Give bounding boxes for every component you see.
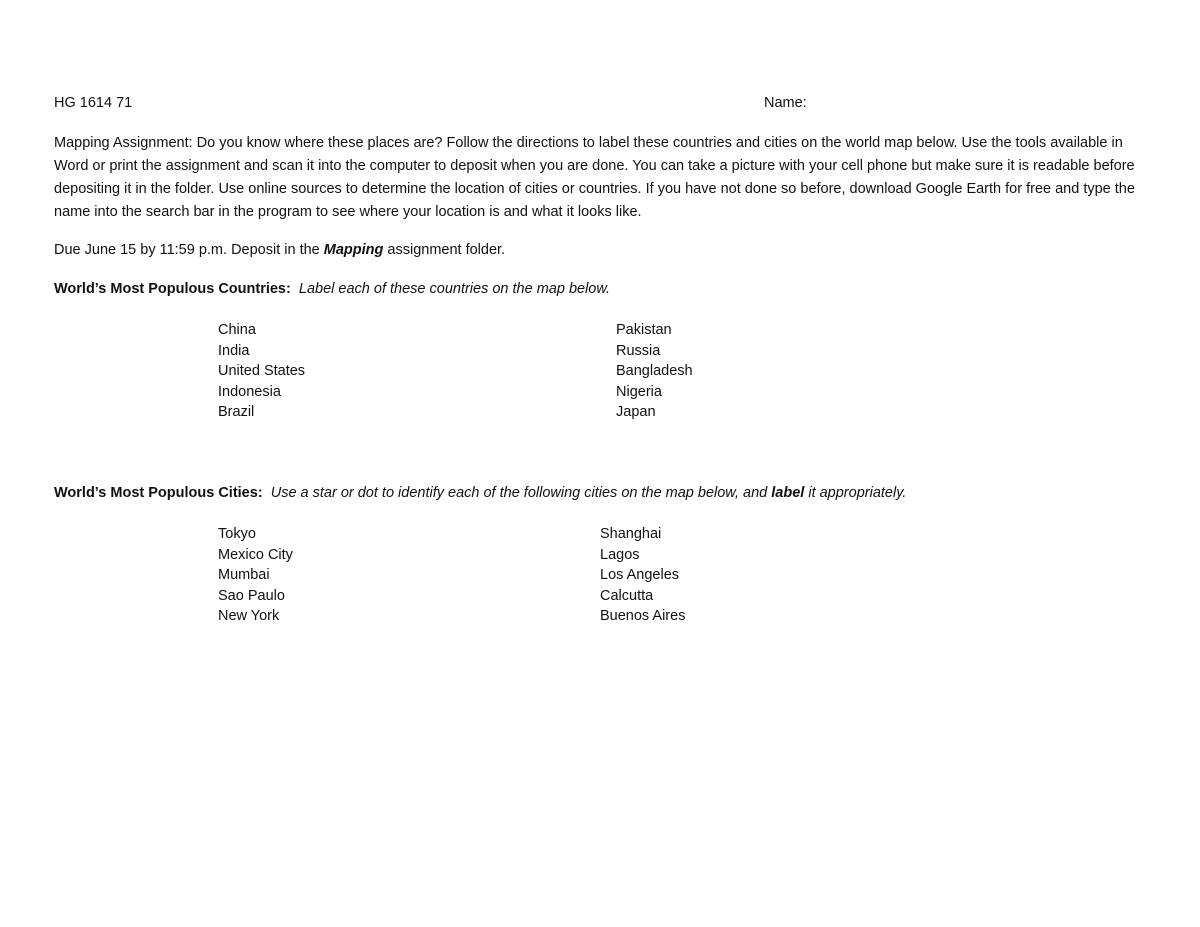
cities-list-right — [600, 524, 685, 627]
list-item: Lagos — [600, 546, 640, 563]
due-date-line — [54, 242, 505, 258]
cities-list-left — [218, 524, 293, 627]
list-item: Indonesia — [218, 383, 281, 400]
list-item: Nigeria — [616, 383, 662, 400]
folder-name: Mapping — [323, 242, 384, 258]
list-item: Russia — [616, 342, 661, 359]
list-item: United States — [218, 363, 306, 380]
cities-instruction-bold: label — [771, 485, 805, 501]
cities-heading — [54, 485, 906, 501]
assignment-instructions: Mapping Assignment: Do you know where these places are? Follow the directions to label these countries and cities on the world map below. Use the tools available in Word or print the assignment and scan it into the computer to deposit when you are done. You can take a picture with your cell phone but make sure it is readable before depositing it in the folder. Use online sources to determine the location of cities or countries. If you have not done so before, download Google Earth for free and type the name into the search bar in the program to see where your location is and what it looks like. — [54, 135, 1135, 220]
due-text: Due June 15 by 11:59 p.m. Deposit in the — [54, 242, 324, 258]
cities-instruction — [271, 485, 907, 501]
list-item: Sao Paulo — [218, 587, 285, 604]
list-item: Mexico City — [218, 546, 293, 563]
list-item: New York — [218, 608, 280, 625]
list-item: Japan — [616, 404, 656, 421]
cities-instruction-end: it appropriately. — [804, 485, 907, 501]
course-code: HG 1614 71 — [54, 95, 133, 111]
countries-title: World’s Most Populous Countries: — [54, 281, 291, 297]
list-item: Buenos Aires — [600, 608, 686, 625]
countries-instruction: Label each of these countries on the map below. — [298, 281, 611, 297]
due-text-end: assignment folder. — [383, 242, 506, 258]
list-item: Mumbai — [218, 567, 270, 584]
list-item: Pakistan — [616, 322, 672, 338]
list-item: Los Angeles — [600, 567, 680, 584]
countries-list-left — [218, 320, 305, 423]
list-item: Calcutta — [600, 587, 654, 604]
cities-title: World’s Most Populous Cities: — [54, 485, 263, 501]
name-label: Name: — [764, 95, 807, 111]
list-item: Shanghai — [600, 526, 662, 542]
list-item: Bangladesh — [616, 363, 693, 380]
countries-list-right — [616, 320, 693, 423]
list-item: China — [218, 322, 256, 338]
cities-instruction-text: Use a star or dot to identify each of the following cities on the map below, and — [270, 485, 772, 501]
countries-heading — [54, 281, 610, 297]
list-item: Tokyo — [218, 526, 256, 542]
list-item: Brazil — [218, 404, 255, 421]
list-item: India — [218, 342, 250, 359]
